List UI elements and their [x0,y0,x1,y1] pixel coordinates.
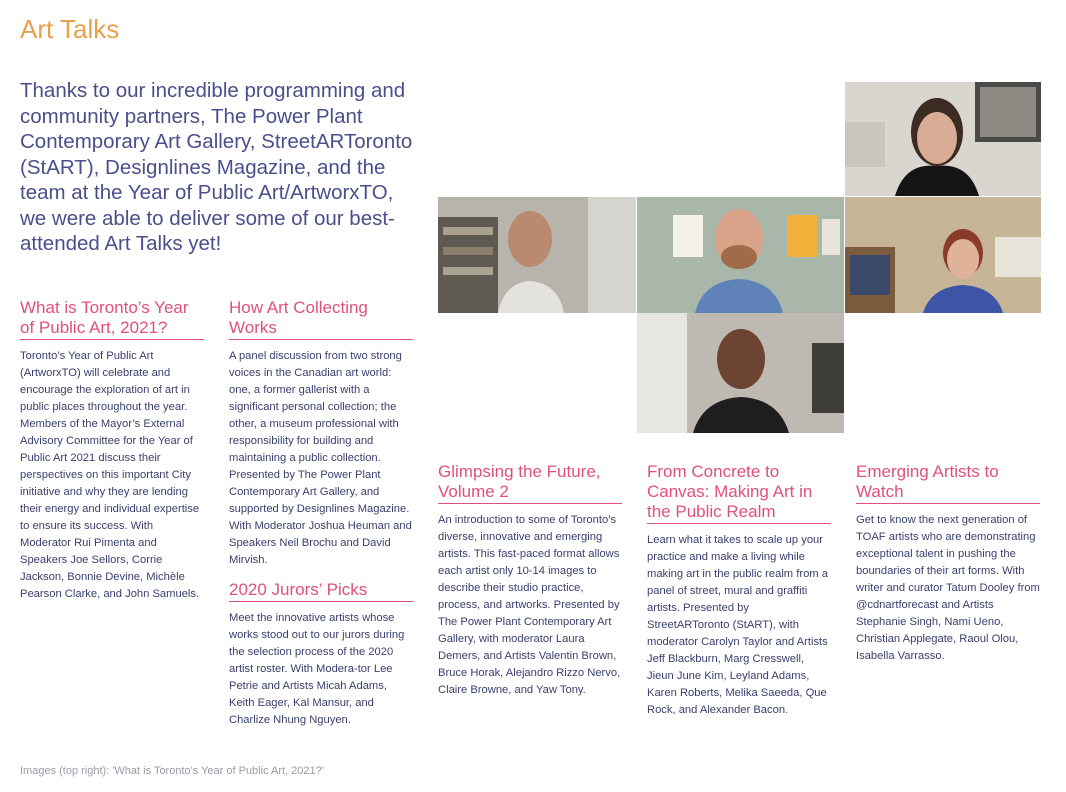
section-body: Get to know the next generation of TOAF artists who are demonstrating exceptional talent in pushing the boundaries of their art forms. With writer and curator Tatum Dooley from @cdnartforecast and Artists Stephanie Singh, Nami Ueno, Christian Applegate, Raoul Olou, Isabella Varrasso. [856,514,1040,662]
video-tile-man-smiling [637,313,844,433]
page-title: Art Talks [20,14,120,44]
video-tile-man-bookshelf [438,197,636,313]
section-emerging-artists [856,462,1040,665]
video-tile-bearded-man-posters [637,197,844,313]
section-glimpsing-the-future [438,462,622,699]
section-title: What is Toronto’s Year of Public Art, 2021? [20,298,204,340]
section-title: From Concrete to Canvas: Making Art in the Public Realm [647,462,831,524]
section-how-art-collecting-works [229,298,413,569]
video-tile-woman-floral [845,197,1041,313]
section-title: Glimpsing the Future, Volume 2 [438,462,622,504]
section-title: Emerging Artists to Watch [856,462,1040,504]
video-tile-woman-headphones [845,82,1041,196]
section-body: A panel discussion from two strong voices in the Canadian art world: one, a former gallerist with a significant personal collection; the other, a museum professional with responsibility for building and maintaining a public collection. Presented by The Power Plant Contemporary Art Gallery, and supported by Designlines Magazine. With Moderator Joshua Heuman and Speakers Neil Brochu and David Mirvish. [229,350,412,566]
section-title: How Art Collecting Works [229,298,413,340]
section-jurors-picks [229,580,413,729]
image-credit: Images (top right): 'What is Toronto's Year of Public Art, 2021?' [20,765,324,777]
section-concrete-to-canvas [647,462,831,719]
section-body: An introduction to some of Toronto’s diverse, innovative and emerging artists. This fast-paced format allows each artist only 10-14 images to describe their studio practice, process, and artworks. Presented by The Power Plant Contemporary Art Gallery, with moderator Laura Demers, and Artists Valentin Brown, Bruce Horak, Alejandro Rizzo Nervo, Claire Browne, and Yaw Tony. [438,514,621,696]
section-body: Meet the innovative artists whose works stood out to our jurors during the selection process of the 2020 artist roster. With Modera-tor Lee Petrie and Artists Micah Adams, Keith Eager, Kal Mansur, and Charlize Nhung Nguyen. [229,612,405,726]
section-body: Toronto’s Year of Public Art (ArtworxTO) will celebrate and encourage the exploration of art in public places throughout the year. Members of the Mayor’s External Advisory Committee for the Year of Public Art 2021 discuss their perspectives on this important City initiative and why they are lending their energy and individual expertise to ensure its success. With Moderator Rui Pimenta and Speakers Joe Sellors, Corrie Jackson, Bonnie Devine, Michèle Pearson Clarke, and John Samuels. [20,350,200,600]
section-body: Learn what it takes to scale up your practice and make a living while making art in the public realm from a panel of street, mural and graffiti artists. Presented by StreetARToronto (StART), with moderator Carolyn Taylor and Artists Jeff Blackburn, Marg Cresswell, Jieun June Kim, Leyland Adams, Karen Roberts, Melika Saeeda, Que Rock, and Alexander Bacon. [647,534,828,716]
intro-paragraph: Thanks to our incredible programming and community partners, The Power Plant Contemporary Art Gallery, StreetARToronto (StART), Designlines Magazine, and the team at the Year of Public Art/ArtworxTO, we were able to deliver some of our best-attended Art Talks yet! [20,79,413,255]
section-year-of-public-art [20,298,204,603]
section-title: 2020 Jurors’ Picks [229,580,413,602]
